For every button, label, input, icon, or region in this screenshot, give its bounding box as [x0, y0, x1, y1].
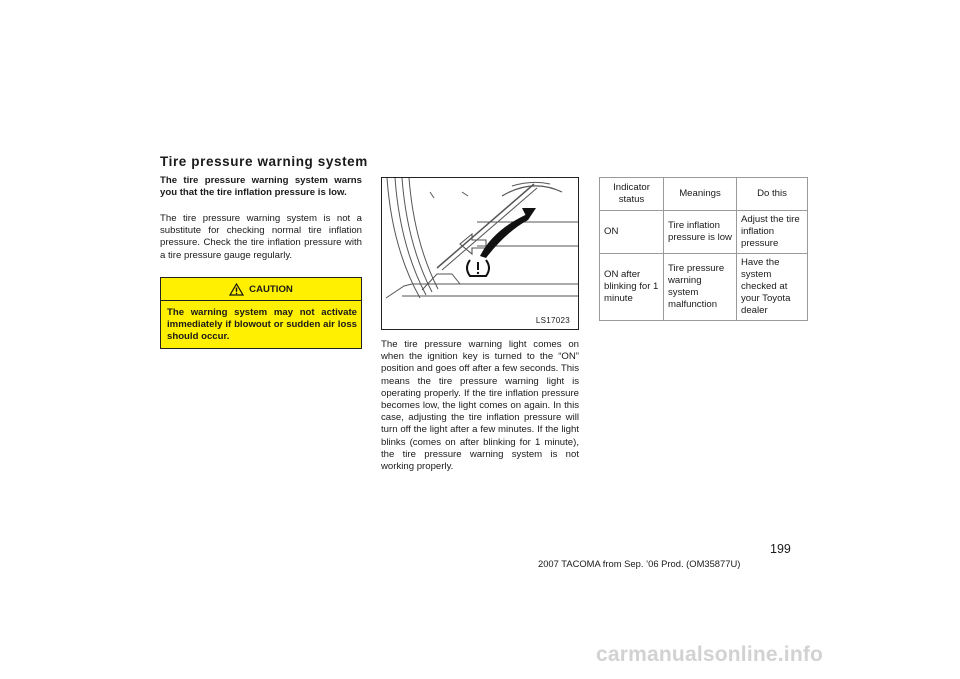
watermark-text: carmanualsonline.info	[596, 643, 824, 666]
table-cell: Tire inflation pressure is low	[664, 211, 737, 254]
body-paragraph-1: The tire pressure warning system is not a substitute for checking normal tire inflation pressure. Check the tire inflation pressure with a tire pressure gauge regularly.	[160, 213, 362, 261]
table-header-row	[600, 178, 808, 211]
tire-pressure-warning-icon	[467, 260, 489, 276]
table-header: Meanings	[664, 178, 737, 211]
table-cell: ON after blinking for 1 minute	[600, 254, 664, 321]
figure-code: LS17023	[535, 316, 570, 325]
table-header: Do this	[737, 178, 808, 211]
caution-text: The warning system may not activate immediately if blowout or sudden air loss should occur.	[167, 307, 357, 343]
instrument-cluster-figure	[381, 177, 579, 330]
footer-text: 2007 TACOMA from Sep. ’06 Prod. (OM35877U)	[538, 558, 741, 569]
section-title: Tire pressure warning system	[160, 154, 368, 169]
indicator-status-table	[599, 177, 808, 321]
table-cell: Have the system checked at your Toyota dealer	[737, 254, 808, 321]
intro-text: The tire pressure warning system warns you that the tire inflation pressure is low.	[160, 175, 362, 199]
instrument-cluster-drawing	[382, 178, 578, 329]
table-row	[600, 211, 808, 254]
body-paragraph-2: The tire pressure warning light comes on when the ignition key is turned to the “ON” position and goes off after a few seconds. This means the tire pressure warning light is operating properly. If the tire inflation pressure becomes low, the light comes on again. In this case, adjusting the tire inflation pressure will turn off the light after a few minutes. If the light blinks (comes on after blinking for 1 minute), the tire pressure warning system is not working properly.	[381, 339, 579, 473]
table-header: Indicator status	[600, 178, 664, 211]
table-cell: ON	[600, 211, 664, 254]
caution-box	[160, 277, 362, 349]
table-cell: Adjust the tire inflation pressure	[737, 211, 808, 254]
warning-triangle-icon	[229, 283, 244, 296]
table-row	[600, 254, 808, 321]
caution-label: CAUTION	[249, 283, 293, 295]
caution-header	[161, 278, 361, 301]
table-cell: Tire pressure warning system malfunction	[664, 254, 737, 321]
page-number: 199	[770, 542, 791, 556]
